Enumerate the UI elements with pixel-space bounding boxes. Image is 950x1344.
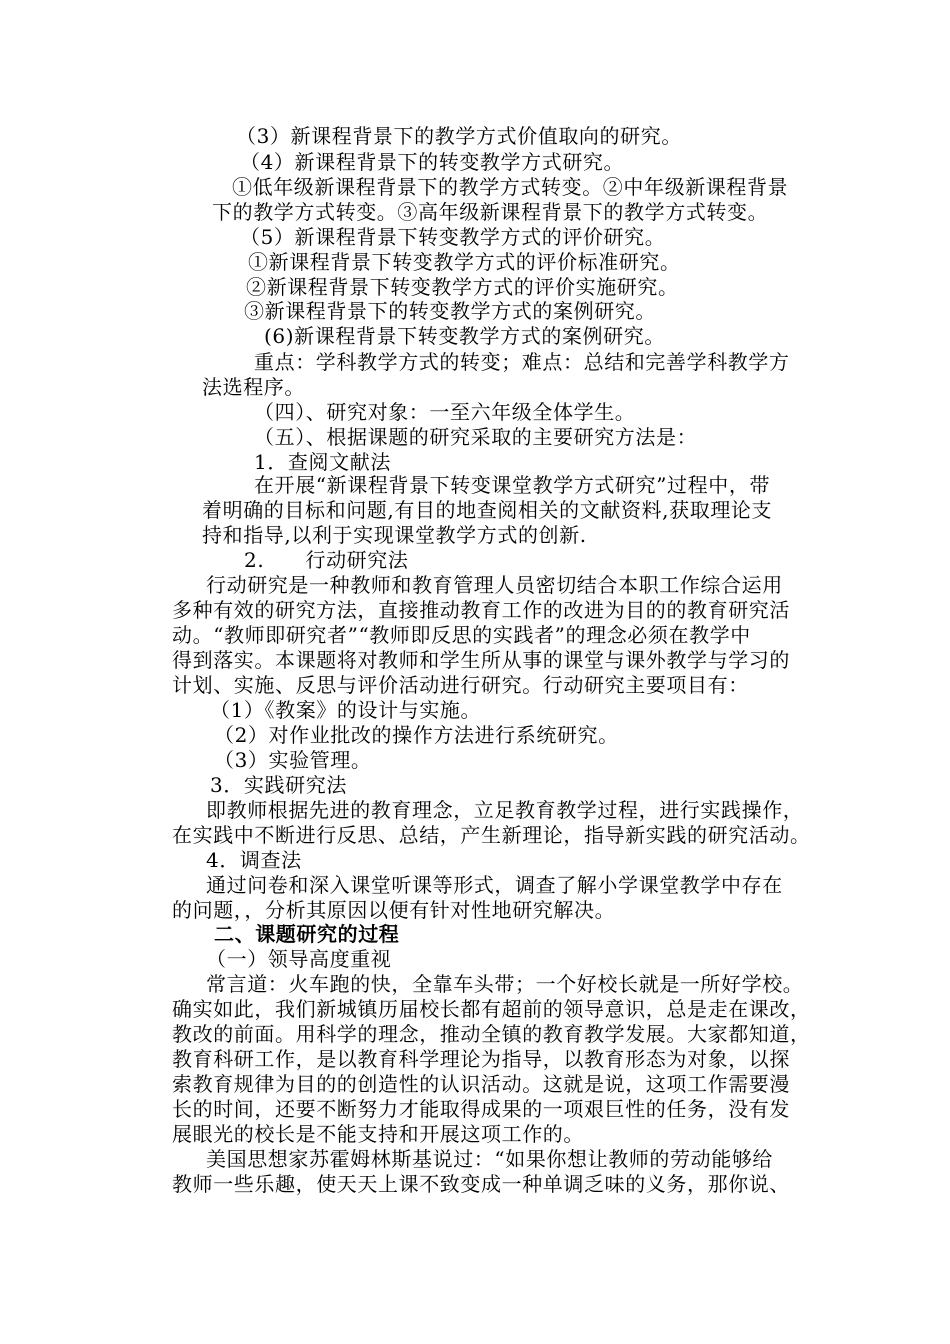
text-line: （3）实验管理。 [214, 748, 372, 772]
text-line: 持和指导,以利于实现课堂教学方式的创新. [202, 523, 587, 547]
text-line: ①低年级新课程背景下的教学方式转变。②中年级新课程背景 [232, 175, 789, 199]
text-line: ③新课程背景下的转变教学方式的案例研究。 [244, 299, 656, 323]
text-line: （四）、研究对象：一至六年级全体学生。 [254, 400, 636, 424]
text-line: （2）对作业批改的操作方法进行系统研究。 [214, 723, 619, 747]
text-line: 1．查阅文献法 [254, 450, 391, 474]
text-line: 即教师根据先进的教育理念，立足教育教学过程，进行实践操作， [206, 798, 804, 822]
text-line: ②新课程背景下转变教学方式的评价实施研究。 [246, 275, 679, 299]
text-line: （一）领导高度重视 [206, 947, 392, 971]
text-line: （3）新课程背景下的教学方式价值取向的研究。 [236, 124, 682, 148]
text-line: 通过问卷和深入课堂听课等形式，调查了解小学课堂教学中存在 [206, 873, 783, 897]
section-heading: 二、课题研究的过程 [214, 922, 400, 946]
text-line: 计划、实施、反思与评价活动进行研究。行动研究主要项目有： [172, 673, 749, 697]
text-line: 美国思想家苏霍姆林斯基说过：“如果你想让教师的劳动能够给 [206, 1147, 774, 1171]
text-line: 得到落实。本课题将对教师和学生所从事的课堂与课外教学与学习的 [172, 648, 790, 672]
text-line: 重点：学科教学方式的转变；难点：总结和完善学科教学方 [254, 350, 790, 374]
text-line: 确实如此，我们新城镇历届校长都有超前的领导意识，总是走在课改， [172, 997, 811, 1021]
text-line: 3．实践研究法 [210, 773, 347, 797]
text-line: 索教育规律为目的的创造性的认识活动。这就是说，这项工作需要漫 [172, 1072, 790, 1096]
text-line: 教育科研工作，是以教育科学理论为指导，以教育形态为对象，以探 [172, 1047, 790, 1071]
text-line: 在开展“新课程背景下转变课堂教学方式研究”过程中，带 [254, 473, 771, 497]
text-line: 教师一些乐趣，使天天上课不致变成一种单调乏味的义务，那你说、 [172, 1172, 790, 1196]
text-line: (6)新课程背景下转变教学方式的案例研究。 [264, 324, 665, 348]
text-line: 长的时间，还要不断努力才能取得成果的一项艰巨性的任务，没有发 [172, 1097, 790, 1121]
text-line: 下的教学方式转变。③高年级新课程背景下的教学方式转变。 [212, 200, 769, 224]
text-line: （5）新课程背景下转变教学方式的评价研究。 [240, 225, 666, 249]
text-line: 法选程序。 [202, 375, 305, 399]
text-line: ①新课程背景下转变教学方式的评价标准研究。 [248, 250, 681, 274]
text-line: 教改的前面。用科学的理念，推动全镇的教育教学发展。大家都知道， [172, 1022, 811, 1046]
text-line: （五）、根据课题的研究采取的主要研究方法是： [254, 425, 698, 449]
text-line: 动。“教师即研究者”“教师即反思的实践者”的理念必须在教学中 [172, 623, 751, 647]
text-line: 展眼光的校长是不能支持和开展这项工作的。 [172, 1122, 584, 1146]
text-line: （1）《教案》的设计与实施。 [210, 698, 482, 722]
text-line: （4）新课程背景下的转变教学方式研究。 [240, 150, 625, 174]
text-line: 4．调查法 [206, 848, 302, 872]
text-line: 在实践中不断进行反思、总结，产生新理论，指导新实践的研究活动。 [172, 823, 811, 847]
text-line: 多种有效的研究方法，直接推动教育工作的改进为目的的教育研究活 [172, 598, 790, 622]
text-line: 常言道：火车跑的快，全靠车头带；一个好校长就是一所好学校。 [206, 972, 804, 996]
text-line: 着明确的目标和问题,有目的地查阅相关的文献资料,获取理论支 [202, 498, 773, 522]
text-line: 2. 行动研究法 [244, 548, 409, 572]
text-line: 行动研究是一种教师和教育管理人员密切结合本职工作综合运用 [206, 573, 783, 597]
text-line: 的问题，，分析其原因以便有针对性地研究解决。 [172, 898, 616, 922]
